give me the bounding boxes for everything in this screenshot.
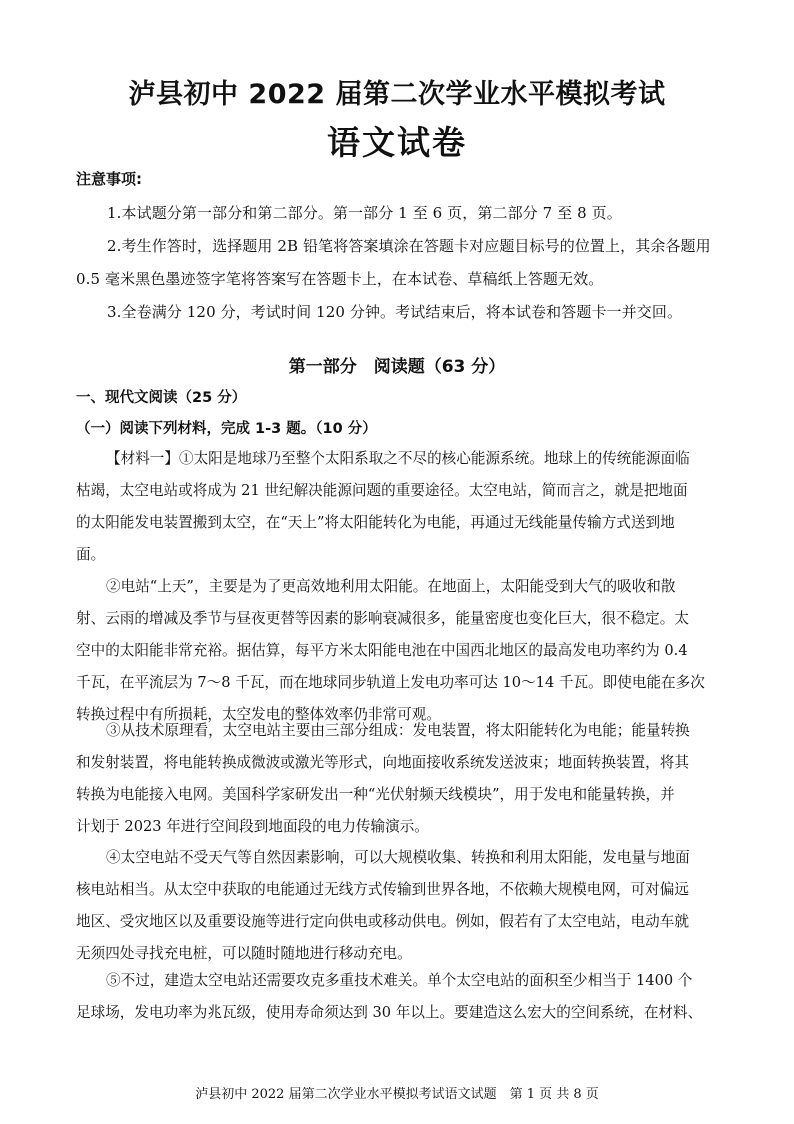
notice-item-2: 2.考生作答时，选择题用 2B 铅笔将答案填涂在答题卡对应题目标号的位置上，其余各题用 xyxy=(107,237,711,255)
text-line: 计划于 2023 年进行空间段到地面段的电力传输演示。 xyxy=(76,818,429,835)
exam-title: 泸县初中 2022 届第二次学业水平模拟考试 xyxy=(128,79,666,110)
material-paragraph-2 xyxy=(76,571,728,731)
text-line: 和发射装置，将电能转换成微波或激光等形式，向地面接收系统发送波束；地面转换装置，将其 xyxy=(76,754,689,771)
material-paragraph-5 xyxy=(76,965,728,1029)
text-line: 千瓦，在平流层为 7～8 千瓦，而在地球同步轨道上发电功率可达 10～14 千瓦。即使电能在多次 xyxy=(76,674,705,691)
material-paragraph-3 xyxy=(76,715,728,843)
notice-item-2-continued: 0.5 毫米黑色墨迹签字笔将答案写在答题卡上，在本试卷、草稿纸上答题无效。 xyxy=(76,270,604,288)
text-line: 枯竭，太空电站或将成为 21 世纪解决能源问题的重要途径。太空电站，简而言之，就是把地面 xyxy=(76,482,688,499)
text-line: 的太阳能发电装置搬到太空，在“天上”将太阳能转化为电能，再通过无线能量传输方式送到地 xyxy=(76,514,675,531)
text-line: 空中的太阳能非常充裕。据估算，每平方米太阳能电池在中国西北地区的最高发电功率约为 0.4 xyxy=(76,642,688,659)
page-footer: 泸县初中 2022 届第二次学业水平模拟考试语文试题 第 1 页 共 8 页 xyxy=(195,1087,599,1102)
exam-subject-title: 语文试卷 xyxy=(327,123,467,162)
text-line: ②电站“上天”，主要是为了更高效地利用太阳能。在地面上，太阳能受到大气的吸收和散 xyxy=(106,578,676,595)
text-line: 足球场，发电功率为兆瓦级，使用寿命须达到 30 年以上。要建造这么宏大的空间系统，在材料、 xyxy=(76,1004,703,1021)
text-line: ⑤不过，建造太空电站还需要攻克多重技术难关。单个太空电站的面积至少相当于 1400 个 xyxy=(106,972,693,989)
text-line: 地区、受灾地区以及重要设施等进行定向供电或移动供电。例如，假若有了太空电站，电动车就 xyxy=(76,913,689,930)
notice-heading: 注意事项: xyxy=(76,170,142,188)
notice-item-1: 1.本试题分第一部分和第二部分。第一部分 1 至 6 页，第二部分 7 至 8 页。 xyxy=(107,204,622,222)
subsection-heading: （一）阅读下列材料，完成 1-3 题。（10 分） xyxy=(76,421,377,437)
text-line: 【材料一】①太阳是地球乃至整个太阳系取之不尽的核心能源系统。地球上的传统能源面临 xyxy=(106,450,690,467)
section-heading: 一、现代文阅读（25 分） xyxy=(76,390,247,406)
part-one-heading: 第一部分 阅读题（63 分） xyxy=(288,357,506,377)
text-line: ③从技术原理看，太空电站主要由三部分组成：发电装置，将太阳能转化为电能；能量转换 xyxy=(106,722,690,739)
text-line: 面。 xyxy=(76,546,106,563)
text-line: 转换过程中有所损耗，太空发电的整体效率仍非常可观。 xyxy=(76,706,441,723)
notice-item-3: 3.全卷满分 120 分，考试时间 120 分钟。考试结束后，将本试卷和答题卡一并交回。 xyxy=(107,303,683,321)
material-paragraph-1 xyxy=(76,443,728,571)
text-line: 射、云雨的增减及季节与昼夜更替等因素的影响衰减很多，能量密度也变化巨大，很不稳定。太 xyxy=(76,610,689,627)
notice-list xyxy=(76,197,728,329)
text-line: ④太空电站不受天气等自然因素影响，可以大规模收集、转换和利用太阳能，发电量与地面 xyxy=(106,849,690,866)
text-line: 核电站相当。从太空中获取的电能通过无线方式传输到世界各地，不依赖大规模电网，可对偏远 xyxy=(76,881,689,898)
text-line: 转换为电能接入电网。美国科学家研发出一种“光伏射频天线模块”，用于发电和能量转换，并 xyxy=(76,786,675,803)
material-paragraph-4 xyxy=(76,842,728,970)
text-line: 无须四处寻找充电桩，可以随时随地进行移动充电。 xyxy=(76,945,412,962)
